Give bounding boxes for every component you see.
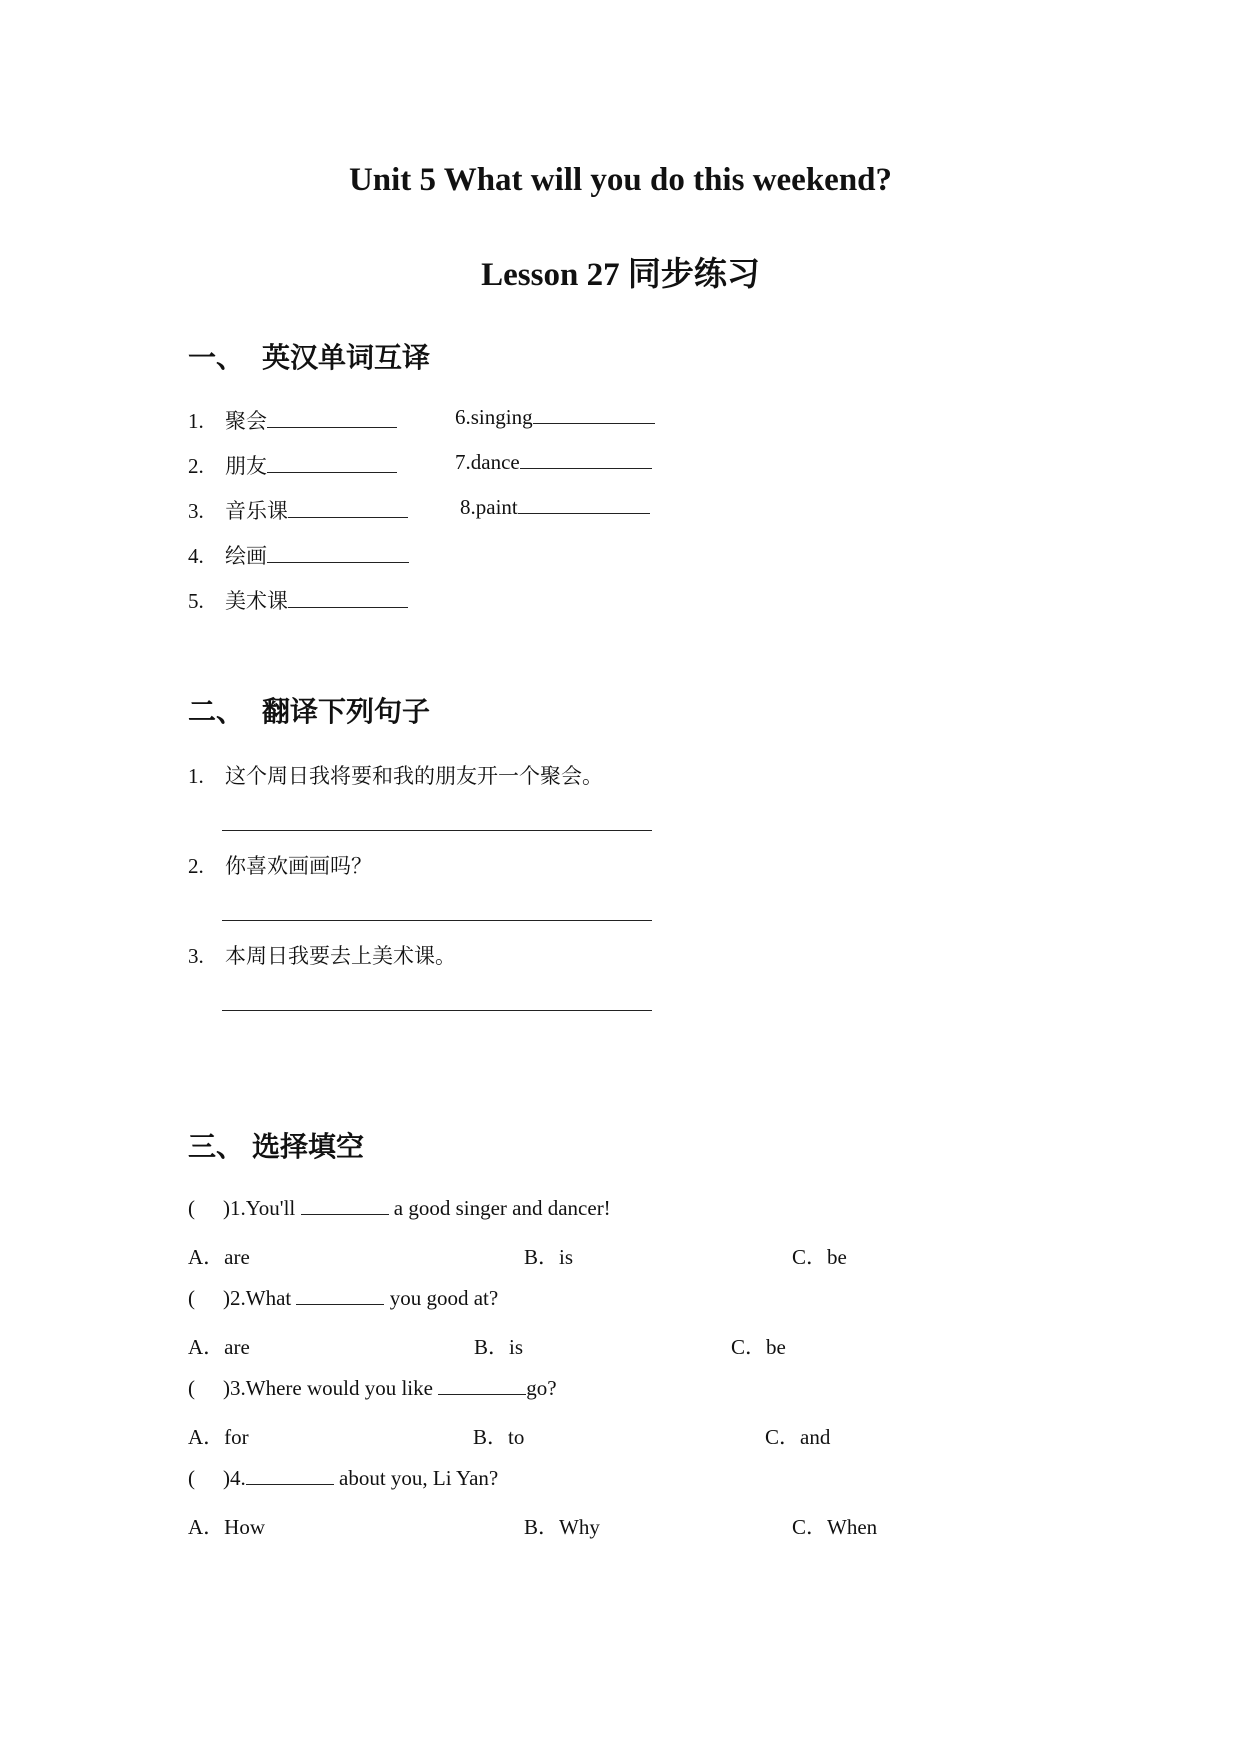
vocab-word: 8.paint <box>460 495 518 519</box>
option-a[interactable]: A．for <box>188 1425 249 1449</box>
section-2-heading <box>188 690 430 730</box>
item-number: 4. <box>188 544 204 568</box>
section-3-heading <box>188 1125 364 1165</box>
vocab-word: 6.singing <box>455 405 533 429</box>
question-stem: )2.What <box>223 1286 292 1310</box>
section-3-title: 选择填空 <box>252 1130 365 1163</box>
vocab-word: 聚会 <box>225 409 267 433</box>
option-c[interactable]: C．and <box>765 1425 831 1449</box>
question-3 <box>188 1376 557 1401</box>
answer-blank[interactable] <box>533 405 655 424</box>
answer-blank[interactable] <box>288 589 408 608</box>
section-1-heading <box>188 336 430 376</box>
item-number: 2. <box>188 454 204 478</box>
answer-paren[interactable]: ( <box>188 1376 195 1400</box>
vocab-item-4 <box>188 540 409 570</box>
vocab-word: 朋友 <box>225 454 267 478</box>
question-stem: )4. <box>223 1466 246 1490</box>
section-3-number: 三、 <box>188 1130 245 1163</box>
question-rest: go? <box>526 1376 557 1400</box>
item-number: 5. <box>188 589 204 613</box>
answer-blank[interactable] <box>288 499 408 518</box>
section-2-number: 二、 <box>188 695 245 728</box>
question-4 <box>188 1466 498 1491</box>
sentence-text: 本周日我要去上美术课。 <box>225 944 456 968</box>
answer-blank[interactable] <box>267 454 397 473</box>
item-number: 3. <box>188 944 204 968</box>
item-number: 1. <box>188 764 204 788</box>
translate-item-1 <box>188 760 603 790</box>
option-c[interactable]: C．be <box>792 1245 847 1269</box>
option-a[interactable]: A．How <box>188 1515 265 1539</box>
lesson-title: Lesson 27 同步练习 <box>481 257 760 293</box>
fill-blank <box>438 1376 526 1395</box>
question-rest: a good singer and dancer! <box>393 1196 611 1220</box>
answer-blank[interactable] <box>267 409 397 428</box>
answer-line[interactable] <box>222 1010 652 1011</box>
answer-line[interactable] <box>222 830 652 831</box>
vocab-item-3 <box>188 495 408 525</box>
item-number: 1. <box>188 409 204 433</box>
vocab-item-1 <box>188 405 397 435</box>
item-number: 2. <box>188 854 204 878</box>
option-b[interactable]: B．is <box>474 1335 524 1359</box>
vocab-word: 美术课 <box>225 589 288 613</box>
translate-item-3 <box>188 940 456 970</box>
question-1 <box>188 1196 611 1221</box>
answer-blank[interactable] <box>518 495 650 514</box>
vocab-item-2 <box>188 450 397 480</box>
answer-blank[interactable] <box>267 544 409 563</box>
vocab-word: 7.dance <box>455 450 520 474</box>
vocab-word: 音乐课 <box>225 499 288 523</box>
translate-item-2 <box>188 850 372 880</box>
fill-blank <box>246 1466 334 1485</box>
option-a[interactable]: A．are <box>188 1335 250 1359</box>
question-2 <box>188 1286 498 1311</box>
vocab-word: 绘画 <box>225 544 267 568</box>
unit-title: Unit 5 What will you do this weekend? <box>348 162 893 198</box>
answer-line[interactable] <box>222 920 652 921</box>
answer-blank[interactable] <box>520 450 652 469</box>
option-b[interactable]: B．is <box>524 1245 574 1269</box>
fill-blank <box>296 1286 384 1305</box>
question-stem: )1.You'll <box>223 1196 296 1220</box>
sentence-text: 你喜欢画画吗？ <box>225 854 372 878</box>
vocab-item-6 <box>455 405 655 430</box>
question-rest: about you, Li Yan? <box>339 1466 499 1490</box>
fill-blank <box>301 1196 389 1215</box>
sentence-text: 这个周日我将要和我的朋友开一个聚会。 <box>225 764 603 788</box>
vocab-item-7 <box>455 450 652 475</box>
option-c[interactable]: C．be <box>731 1335 786 1359</box>
option-c[interactable]: C．When <box>792 1515 878 1539</box>
question-stem: )3.Where would you like <box>223 1376 433 1400</box>
answer-paren[interactable]: ( <box>188 1286 195 1310</box>
answer-paren[interactable]: ( <box>188 1466 195 1490</box>
option-b[interactable]: B．to <box>473 1425 525 1449</box>
section-1-title: 英汉单词互译 <box>262 341 431 374</box>
vocab-item-5 <box>188 585 408 615</box>
question-rest: you good at? <box>389 1286 499 1310</box>
option-b[interactable]: B．Why <box>524 1515 600 1539</box>
item-number: 3. <box>188 499 204 523</box>
answer-paren[interactable]: ( <box>188 1196 195 1220</box>
section-1-number: 一、 <box>188 341 245 374</box>
option-a[interactable]: A．are <box>188 1245 250 1269</box>
section-2-title: 翻译下列句子 <box>262 695 431 728</box>
vocab-item-8 <box>460 495 650 520</box>
